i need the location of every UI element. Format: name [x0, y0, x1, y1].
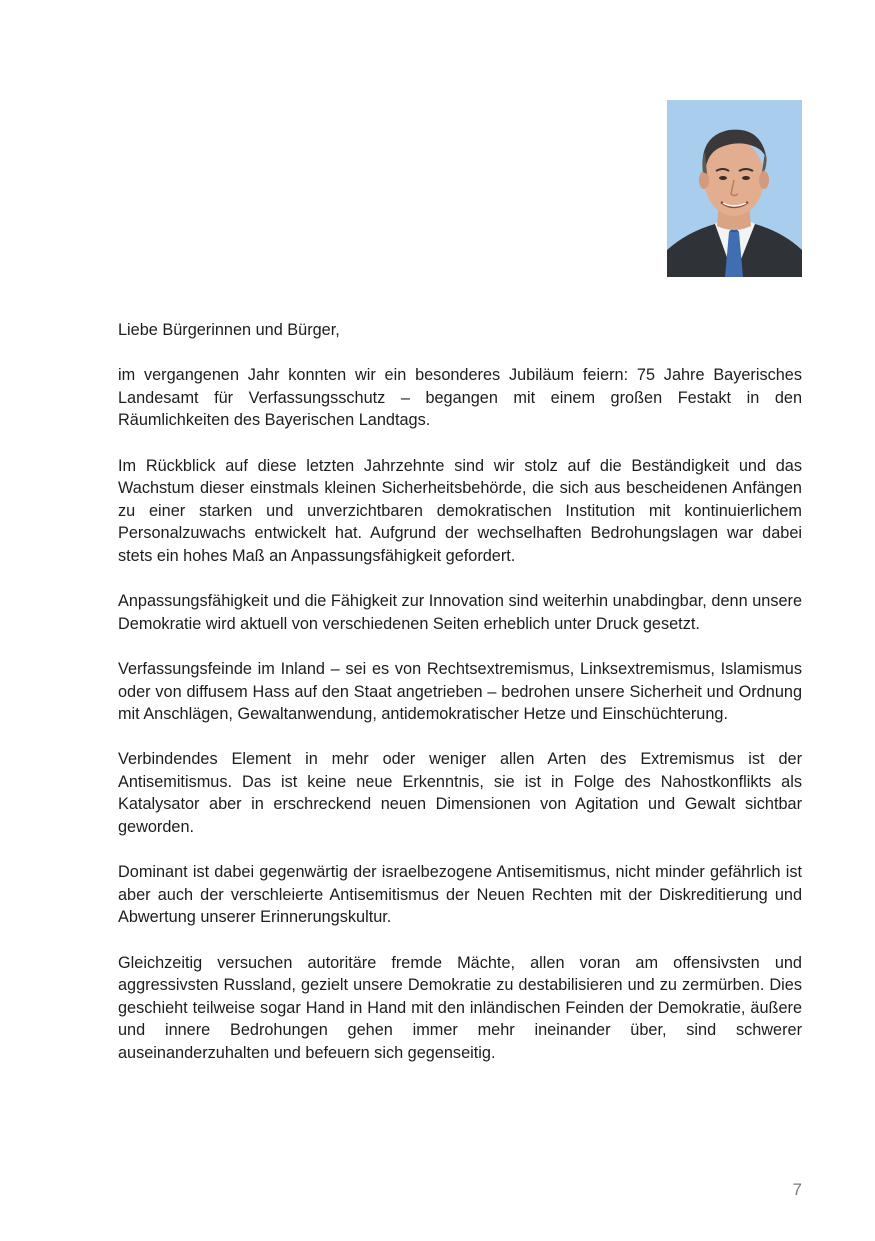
paragraph-3: Anpassungsfähigkeit und die Fähigkeit zur Innovation sind weiterhin unabdingbar, denn unsere Demokratie wird aktuell von verschiedenen Seiten erheblich unter Druck gesetzt. [118, 592, 802, 633]
paragraph-1: im vergangenen Jahr konnten wir ein besonderes Jubiläum feiern: 75 Jahre Bayerisches Landesamt für Verfassungsschutz – begangen mit einem großen Festakt in den Räumlichkeiten des Bayerischen Landtags. [118, 366, 802, 430]
letter-body [118, 319, 802, 1087]
paragraph-6: Dominant ist dabei gegenwärtig der israelbezogene Antisemitismus, nicht minder gefährlich ist aber auch der verschleierte Antisemitismus der Neuen Rechten mit der Diskreditierung und Abwertung unserer Erinnerungskultur. [118, 863, 802, 927]
paragraph-5: Verbindendes Element in mehr oder weniger allen Arten des Extremismus ist der Antisemitismus. Das ist keine neue Erkenntnis, sie ist in Folge des Nahostkonflikts als Katalysator aber in erschreckend neuen Dimensionen von Agitation und Gewalt sichtbar geworden. [118, 750, 802, 837]
paragraph-2: Im Rückblick auf diese letzten Jahrzehnte sind wir stolz auf die Beständigkeit und das Wachstum dieser einstmals kleinen Sicherheitsbehörde, die sich aus bescheidenen Anfängen zu einer starken und unverzichtbaren demokratischen Institution mit kontinuierlichem Personalzuwachs entwickelt hat. Aufgrund der wechselhaften Bedrohungslagen war dabei stets ein hohes Maß an Anpassungsfähigkeit gefordert. [118, 456, 802, 565]
salutation: Liebe Bürgerinnen und Bürger, [118, 321, 340, 339]
paragraph-7: Gleichzeitig versuchen autoritäre fremde Mächte, allen voran am offensivsten und aggressivsten Russland, gezielt unsere Demokratie zu destabilisieren und zu zermürben. Dies geschieht teilweise sogar Hand in Hand mit den inländischen Feinden der Demokratie, äußere und innere Bedrohungen gehen immer mehr ineinander über, sind schwerer auseinanderzuhalten und befeuern sich gegenseitig. [118, 953, 802, 1062]
paragraph-4: Verfassungsfeinde im Inland – sei es von Rechtsextremismus, Linksextremismus, Islamismus oder von diffusem Hass auf den Staat angetrieben – bedrohen unsere Sicherheit und Ordnung mit Anschlägen, Gewaltanwendung, antidemokratischer Hetze und Einschüchterung. [118, 659, 802, 724]
page-number: 7 [792, 1180, 802, 1199]
author-portrait [667, 100, 802, 277]
